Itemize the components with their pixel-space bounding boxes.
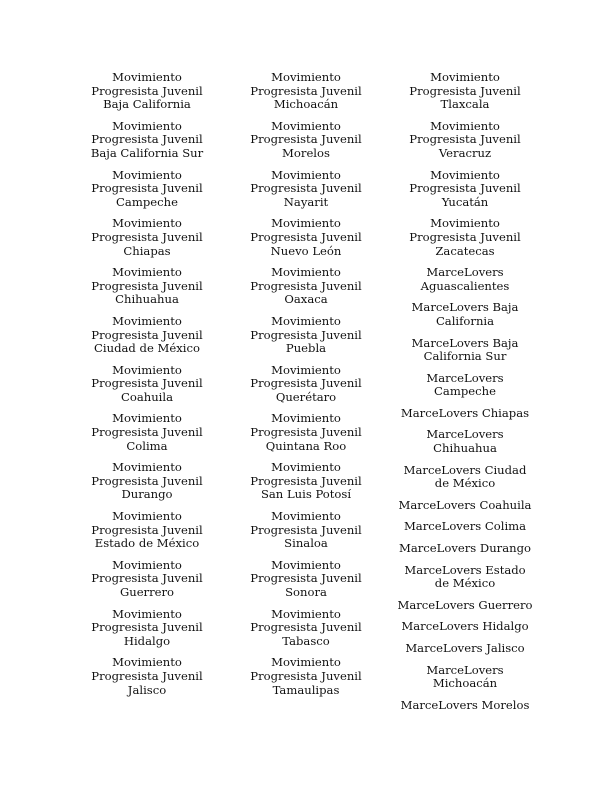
label-item: MarceLovers Campeche [426, 370, 504, 399]
label-item: MarceLovers Chihuahua [426, 427, 504, 456]
label-item: Movimiento Progresista Juvenil Coahuila [91, 362, 203, 404]
label-item: Movimiento Progresista Juvenil Tabasco [250, 606, 362, 648]
label-item: MarceLovers Michoacán [426, 662, 504, 691]
label-item: MarceLovers Morelos [400, 697, 530, 712]
label-item: Movimiento Progresista Juvenil Chihuahua [91, 265, 203, 307]
label-item: Movimiento Progresista Juvenil Morelos [250, 118, 362, 160]
label-item: MarceLovers Hidalgo [401, 619, 529, 634]
label-item: Movimiento Progresista Juvenil Puebla [250, 313, 362, 356]
label-item: Movimiento Progresista Juvenil Michoacán [250, 70, 362, 112]
label-item: Movimiento Progresista Juvenil Hidalgo [91, 606, 203, 648]
label-item: Movimiento Progresista Juvenil Tamaulipas [250, 655, 362, 697]
label-item: Movimiento Progresista Juvenil Querétaro [250, 362, 362, 404]
label-item: Movimiento Progresista Juvenil San Luis Potosí [250, 460, 362, 502]
label-column-3 [390, 71, 540, 720]
label-item: Movimiento Progresista Juvenil Jalisco [91, 655, 203, 697]
label-item: Movimiento Progresista Juvenil Nuevo León [250, 216, 362, 258]
label-item: MarceLovers Guerrero [397, 597, 533, 612]
label-item: Movimiento Progresista Juvenil Veracruz [409, 118, 521, 160]
label-item: Movimiento Progresista Juvenil Guerrero [91, 557, 203, 599]
label-item: Movimiento Progresista Juvenil Chiapas [91, 216, 203, 258]
label-column-1 [72, 71, 222, 705]
label-item: Movimiento Progresista Juvenil Baja California Sur [90, 118, 204, 160]
label-item: Movimiento Progresista Juvenil Baja California [91, 70, 203, 112]
label-item: Movimiento Progresista Juvenil Colima [91, 411, 203, 453]
label-item: MarceLovers Aguascalientes [420, 265, 510, 293]
label-item: Movimiento Progresista Juvenil Sinaloa [250, 509, 362, 551]
label-item: Movimiento Progresista Juvenil Estado de México [91, 509, 203, 551]
label-item: Movimiento Progresista Juvenil Nayarit [250, 167, 362, 209]
label-item: Movimiento Progresista Juvenil Oaxaca [250, 265, 362, 307]
label-item: Movimiento Progresista Juvenil Durango [91, 460, 203, 502]
label-item: MarceLovers Ciudad de México [403, 462, 527, 491]
label-item: MarceLovers Coahuila [398, 497, 532, 512]
label-item: Movimiento Progresista Juvenil Ciudad de México [91, 313, 203, 356]
label-item: MarceLovers Baja California Sur [411, 335, 519, 364]
label-item: MarceLovers Colima [403, 519, 527, 534]
label-item: Movimiento Progresista Juvenil Sonora [250, 557, 362, 599]
label-item: MarceLovers Durango [398, 541, 532, 556]
label-item: Movimiento Progresista Juvenil Tlaxcala [409, 70, 521, 112]
label-item: Movimiento Progresista Juvenil Campeche [91, 167, 203, 209]
label-column-2 [231, 71, 381, 705]
label-item: Movimiento Progresista Juvenil Zacatecas [409, 216, 521, 258]
label-item: Movimiento Progresista Juvenil Quintana Roo [250, 411, 362, 453]
label-item: MarceLovers Jalisco [405, 641, 525, 655]
label-item: MarceLovers Chiapas [400, 405, 530, 420]
label-item: MarceLovers Estado de México [404, 562, 526, 591]
label-item: Movimiento Progresista Juvenil Yucatán [409, 167, 521, 209]
label-item: MarceLovers Baja California [411, 300, 519, 328]
